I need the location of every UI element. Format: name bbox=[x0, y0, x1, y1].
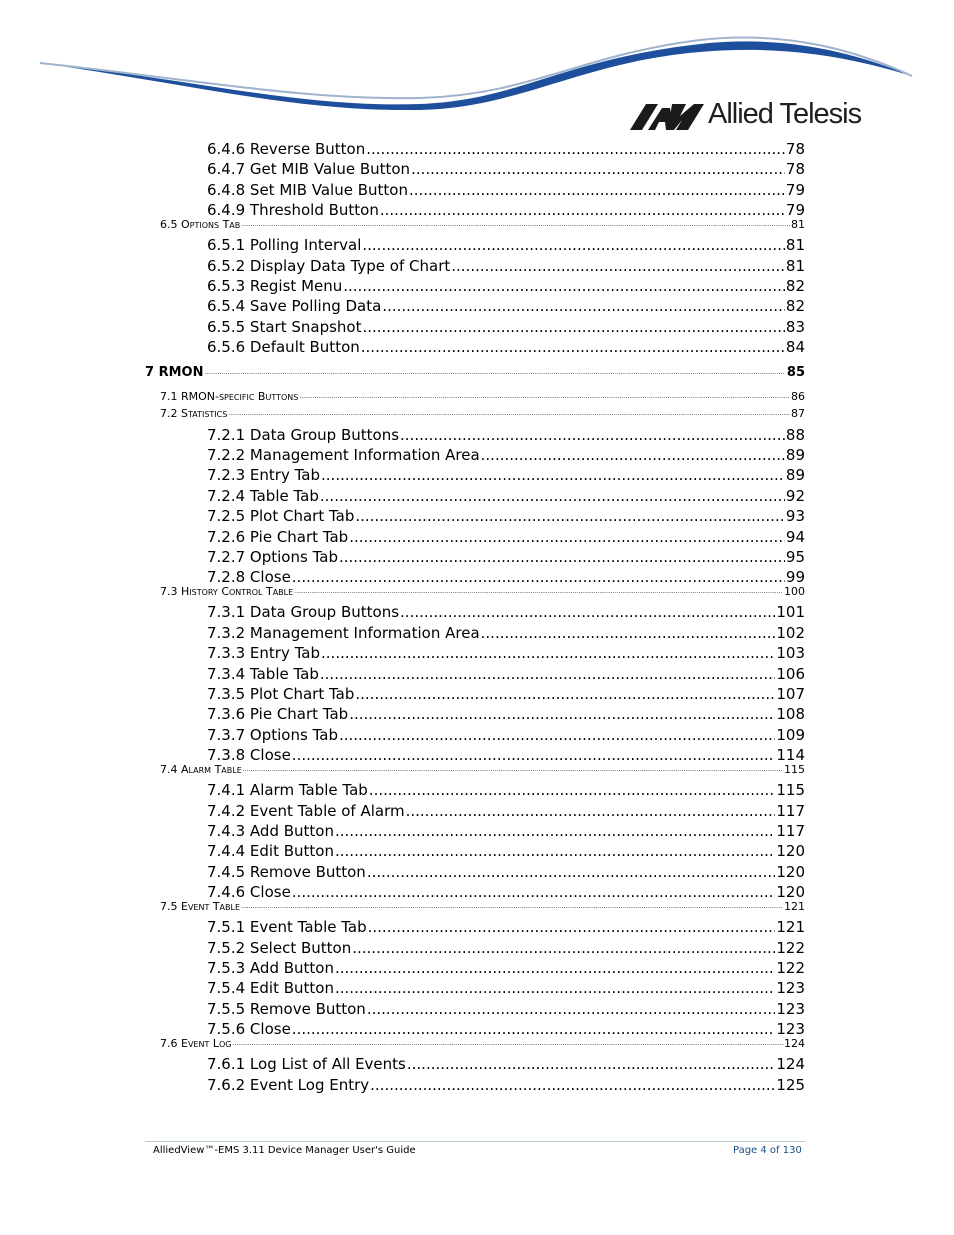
toc-entry-page: 106 bbox=[776, 665, 805, 683]
toc-entry[interactable] bbox=[207, 1075, 805, 1095]
toc-entry-page: 103 bbox=[776, 644, 805, 662]
toc-entry[interactable] bbox=[207, 684, 805, 704]
toc-entry-title: 7.4.6 Close bbox=[207, 883, 291, 901]
toc-entry-page: 79 bbox=[785, 181, 805, 199]
toc-leader-dots bbox=[411, 159, 785, 179]
toc-entry-page: 117 bbox=[776, 802, 805, 820]
toc-entry[interactable] bbox=[207, 801, 805, 821]
toc-entry-title: 6.5.4 Save Polling Data bbox=[207, 297, 382, 315]
logo-wordmark: Allied Telesis bbox=[708, 98, 862, 130]
toc-entry-page: 87 bbox=[791, 407, 805, 420]
toc-entry[interactable] bbox=[160, 763, 805, 777]
toc-entry[interactable] bbox=[160, 1037, 805, 1051]
toc-entry-page: 82 bbox=[785, 277, 805, 295]
toc-entry-page: 86 bbox=[791, 390, 805, 403]
toc-leader-dots bbox=[339, 725, 775, 745]
toc-entry-title: 7.2.4 Table Tab bbox=[207, 487, 319, 505]
toc-entry[interactable] bbox=[207, 958, 805, 978]
toc-entry-title: 7.2.2 Management Information Area bbox=[207, 446, 480, 464]
toc-entry[interactable] bbox=[207, 567, 805, 587]
toc-entry[interactable] bbox=[207, 745, 805, 765]
toc-entry[interactable] bbox=[207, 465, 805, 485]
footer-doc-title: AlliedView™-EMS 3.11 Device Manager User's Guide bbox=[153, 1145, 416, 1156]
toc-leader-dots bbox=[321, 643, 775, 663]
toc-leader-dots bbox=[368, 917, 776, 937]
toc-entry-title: 7.3.3 Entry Tab bbox=[207, 644, 321, 662]
toc-entry-title: 7.4.1 Alarm Table Tab bbox=[207, 781, 368, 799]
toc-entry-title: 7.3 History Control Table bbox=[160, 585, 294, 598]
toc-entry-page: 99 bbox=[785, 568, 805, 586]
toc-entry-title: 7.3.8 Close bbox=[207, 746, 291, 764]
toc-entry-title: 6.4.6 Reverse Button bbox=[207, 140, 366, 158]
toc-entry-title: 7.3.6 Pie Chart Tab bbox=[207, 705, 349, 723]
toc-entry-page: 107 bbox=[776, 685, 805, 703]
toc-entry-title: 7.3.2 Management Information Area bbox=[207, 624, 480, 642]
toc-leader-dots bbox=[367, 999, 776, 1019]
toc-entry-page: 123 bbox=[776, 1020, 805, 1038]
toc-entry-page: 78 bbox=[785, 140, 805, 158]
toc-leader-dots bbox=[343, 276, 785, 296]
footer-divider bbox=[145, 1141, 805, 1142]
toc-leader-dots bbox=[481, 623, 776, 643]
toc-leader-dots bbox=[335, 821, 775, 841]
toc-entry[interactable] bbox=[207, 180, 805, 200]
toc-entry[interactable] bbox=[207, 623, 805, 643]
toc-entry-title: 6.5.5 Start Snapshot bbox=[207, 318, 362, 336]
toc-leader-dots bbox=[335, 958, 775, 978]
toc-entry-title: 7.3.5 Plot Chart Tab bbox=[207, 685, 355, 703]
toc-leader-dots bbox=[451, 256, 785, 276]
toc-entry[interactable] bbox=[207, 256, 805, 276]
toc-leader-dots bbox=[349, 527, 785, 547]
toc-entry-title: 7.5.2 Select Button bbox=[207, 939, 352, 957]
toc-leader-dots bbox=[406, 801, 776, 821]
toc-entry[interactable] bbox=[160, 390, 805, 404]
toc-entry[interactable] bbox=[207, 235, 805, 255]
toc-entry[interactable] bbox=[160, 900, 805, 914]
toc-leader-dots bbox=[400, 425, 785, 445]
toc-entry[interactable] bbox=[207, 296, 805, 316]
toc-entry[interactable] bbox=[207, 1019, 805, 1039]
toc-entry-page: 82 bbox=[785, 297, 805, 315]
toc-entry-title: 6.5.3 Regist Menu bbox=[207, 277, 343, 295]
toc-leader-dots bbox=[241, 218, 790, 232]
header-swoosh bbox=[0, 0, 954, 110]
toc-entry-page: 92 bbox=[785, 487, 805, 505]
toc-entry-title: 6.4.8 Set MIB Value Button bbox=[207, 181, 408, 199]
toc-entry[interactable] bbox=[207, 725, 805, 745]
toc-entry-page: 88 bbox=[785, 426, 805, 444]
toc-entry-page: 121 bbox=[784, 900, 805, 913]
company-logo bbox=[628, 96, 868, 136]
toc-leader-dots bbox=[369, 780, 776, 800]
toc-entry-page: 102 bbox=[776, 624, 805, 642]
allied-telesis-mark-icon bbox=[628, 102, 706, 132]
toc-leader-dots bbox=[362, 317, 784, 337]
toc-entry-page: 125 bbox=[776, 1076, 805, 1094]
toc-entry-title: 6.4.7 Get MIB Value Button bbox=[207, 160, 411, 178]
toc-entry-page: 122 bbox=[776, 959, 805, 977]
toc-entry[interactable] bbox=[207, 527, 805, 547]
toc-leader-dots bbox=[367, 862, 776, 882]
toc-entry-page: 123 bbox=[776, 1000, 805, 1018]
toc-entry-page: 95 bbox=[785, 548, 805, 566]
toc-entry-page: 121 bbox=[776, 918, 805, 936]
toc-entry[interactable] bbox=[207, 821, 805, 841]
toc-entry[interactable] bbox=[207, 882, 805, 902]
toc-entry-page: 108 bbox=[776, 705, 805, 723]
toc-leader-dots bbox=[366, 139, 785, 159]
toc-entry-page: 124 bbox=[784, 1037, 805, 1050]
toc-entry[interactable] bbox=[207, 780, 805, 800]
toc-entry-page: 89 bbox=[785, 446, 805, 464]
toc-entry[interactable] bbox=[207, 276, 805, 296]
toc-entry[interactable] bbox=[207, 425, 805, 445]
toc-entry-title: 6.5 Options Tab bbox=[160, 218, 241, 231]
toc-entry-title: 7.4 Alarm Table bbox=[160, 763, 242, 776]
toc-entry-title: 7.2 Statistics bbox=[160, 407, 228, 420]
toc-leader-dots bbox=[320, 486, 785, 506]
toc-entry-page: 81 bbox=[791, 218, 805, 231]
toc-entry[interactable] bbox=[160, 407, 805, 421]
toc-leader-dots bbox=[349, 704, 775, 724]
toc-entry[interactable] bbox=[207, 862, 805, 882]
toc-entry-page: 83 bbox=[785, 318, 805, 336]
toc-entry-title: 7.4.2 Event Table of Alarm bbox=[207, 802, 405, 820]
toc-entry-page: 89 bbox=[785, 466, 805, 484]
toc-leader-dots bbox=[292, 745, 776, 765]
toc-entry-title: 7.5.6 Close bbox=[207, 1020, 291, 1038]
footer-page-number: Page 4 of 130 bbox=[733, 1145, 802, 1156]
toc-entry-title: 7.5.1 Event Table Tab bbox=[207, 918, 367, 936]
toc-entry-page: 78 bbox=[785, 160, 805, 178]
toc-entry[interactable] bbox=[145, 365, 805, 381]
toc-entry[interactable] bbox=[207, 1054, 805, 1074]
toc-entry[interactable] bbox=[207, 999, 805, 1019]
toc-entry[interactable] bbox=[160, 218, 805, 232]
toc-leader-dots bbox=[299, 390, 790, 404]
toc-leader-dots bbox=[335, 841, 775, 861]
toc-entry-page: 120 bbox=[776, 842, 805, 860]
toc-entry-title: 6.4.9 Threshold Button bbox=[207, 201, 379, 219]
toc-leader-dots bbox=[382, 296, 785, 316]
toc-entry[interactable] bbox=[207, 841, 805, 861]
toc-entry-title: 7.6.2 Event Log Entry bbox=[207, 1076, 370, 1094]
toc-entry-page: 100 bbox=[784, 585, 805, 598]
toc-entry-page: 117 bbox=[776, 822, 805, 840]
toc-entry-title: 7.3.7 Options Tab bbox=[207, 726, 338, 744]
toc-leader-dots bbox=[228, 407, 790, 421]
toc-leader-dots bbox=[292, 882, 776, 902]
toc-entry-page: 115 bbox=[776, 781, 805, 799]
toc-leader-dots bbox=[380, 200, 785, 220]
toc-entry-title: 7.4.3 Add Button bbox=[207, 822, 334, 840]
toc-entry[interactable] bbox=[207, 602, 805, 622]
toc-entry-page: 93 bbox=[785, 507, 805, 525]
toc-entry-page: 124 bbox=[776, 1055, 805, 1073]
toc-entry[interactable] bbox=[207, 337, 805, 357]
toc-entry-page: 81 bbox=[785, 236, 805, 254]
toc-entry-title: 7.5.3 Add Button bbox=[207, 959, 334, 977]
toc-entry[interactable] bbox=[207, 643, 805, 663]
toc-entry-title: 7.2.6 Pie Chart Tab bbox=[207, 528, 349, 546]
toc-entry[interactable] bbox=[207, 486, 805, 506]
toc-entry-page: 120 bbox=[776, 863, 805, 881]
toc-entry-title: 7.2.7 Options Tab bbox=[207, 548, 338, 566]
toc-leader-dots bbox=[481, 445, 785, 465]
toc-entry-title: 7.3.1 Data Group Buttons bbox=[207, 603, 400, 621]
toc-entry-page: 84 bbox=[785, 338, 805, 356]
toc-entry-title: 7.3.4 Table Tab bbox=[207, 665, 319, 683]
toc-leader-dots bbox=[335, 978, 775, 998]
toc-entry-page: 114 bbox=[776, 746, 805, 764]
toc-entry-title: 7.4.5 Remove Button bbox=[207, 863, 366, 881]
toc-entry-title: 7 RMON bbox=[145, 365, 204, 380]
toc-entry-title: 6.5.2 Display Data Type of Chart bbox=[207, 257, 451, 275]
toc-leader-dots bbox=[232, 1037, 783, 1051]
toc-entry-title: 7.6.1 Log List of All Events bbox=[207, 1055, 406, 1073]
toc-entry-page: 109 bbox=[776, 726, 805, 744]
toc-entry-title: 7.1 RMON-specific Buttons bbox=[160, 390, 299, 403]
toc-entry-page: 122 bbox=[776, 939, 805, 957]
toc-entry-title: 7.2.5 Plot Chart Tab bbox=[207, 507, 355, 525]
toc-entry[interactable] bbox=[207, 139, 805, 159]
toc-entry-page: 120 bbox=[776, 883, 805, 901]
toc-entry[interactable] bbox=[207, 317, 805, 337]
toc-entry-title: 7.6 Event Log bbox=[160, 1037, 232, 1050]
toc-entry[interactable] bbox=[207, 917, 805, 937]
toc-leader-dots bbox=[294, 585, 783, 599]
toc-leader-dots bbox=[204, 365, 785, 381]
toc-leader-dots bbox=[370, 1075, 775, 1095]
toc-entry-title: 7.2.3 Entry Tab bbox=[207, 466, 321, 484]
toc-entry-title: 7.5.4 Edit Button bbox=[207, 979, 334, 997]
toc-entry-page: 85 bbox=[786, 365, 805, 380]
toc-entry[interactable] bbox=[207, 159, 805, 179]
toc-entry-page: 94 bbox=[785, 528, 805, 546]
toc-entry[interactable] bbox=[207, 506, 805, 526]
toc-entry[interactable] bbox=[207, 664, 805, 684]
toc-leader-dots bbox=[292, 1019, 776, 1039]
toc-leader-dots bbox=[352, 938, 775, 958]
toc-leader-dots bbox=[362, 235, 785, 255]
toc-entry[interactable] bbox=[207, 938, 805, 958]
toc-leader-dots bbox=[407, 1054, 775, 1074]
toc-entry-title: 7.2.8 Close bbox=[207, 568, 291, 586]
toc-entry-page: 79 bbox=[785, 201, 805, 219]
toc-entry-page: 115 bbox=[784, 763, 805, 776]
toc-entry-title: 6.5.6 Default Button bbox=[207, 338, 360, 356]
toc-leader-dots bbox=[243, 763, 783, 777]
toc-leader-dots bbox=[355, 684, 775, 704]
toc-leader-dots bbox=[241, 900, 783, 914]
toc-entry[interactable] bbox=[160, 585, 805, 599]
toc-leader-dots bbox=[339, 547, 785, 567]
toc-entry-title: 7.2.1 Data Group Buttons bbox=[207, 426, 400, 444]
toc-entry-title: 7.5 Event Table bbox=[160, 900, 241, 913]
toc-entry[interactable] bbox=[207, 445, 805, 465]
toc-leader-dots bbox=[409, 180, 785, 200]
toc-leader-dots bbox=[355, 506, 785, 526]
toc-entry-page: 81 bbox=[785, 257, 805, 275]
toc-leader-dots bbox=[321, 465, 785, 485]
toc-leader-dots bbox=[292, 567, 785, 587]
toc-leader-dots bbox=[320, 664, 775, 684]
toc-entry[interactable] bbox=[207, 200, 805, 220]
toc-entry-page: 101 bbox=[776, 603, 805, 621]
toc-leader-dots bbox=[361, 337, 785, 357]
toc-entry[interactable] bbox=[207, 978, 805, 998]
toc-entry-title: 7.5.5 Remove Button bbox=[207, 1000, 366, 1018]
toc-entry[interactable] bbox=[207, 704, 805, 724]
toc-entry-page: 123 bbox=[776, 979, 805, 997]
toc-entry[interactable] bbox=[207, 547, 805, 567]
toc-entry-title: 7.4.4 Edit Button bbox=[207, 842, 334, 860]
toc-entry-title: 6.5.1 Polling Interval bbox=[207, 236, 362, 254]
toc-leader-dots bbox=[400, 602, 775, 622]
